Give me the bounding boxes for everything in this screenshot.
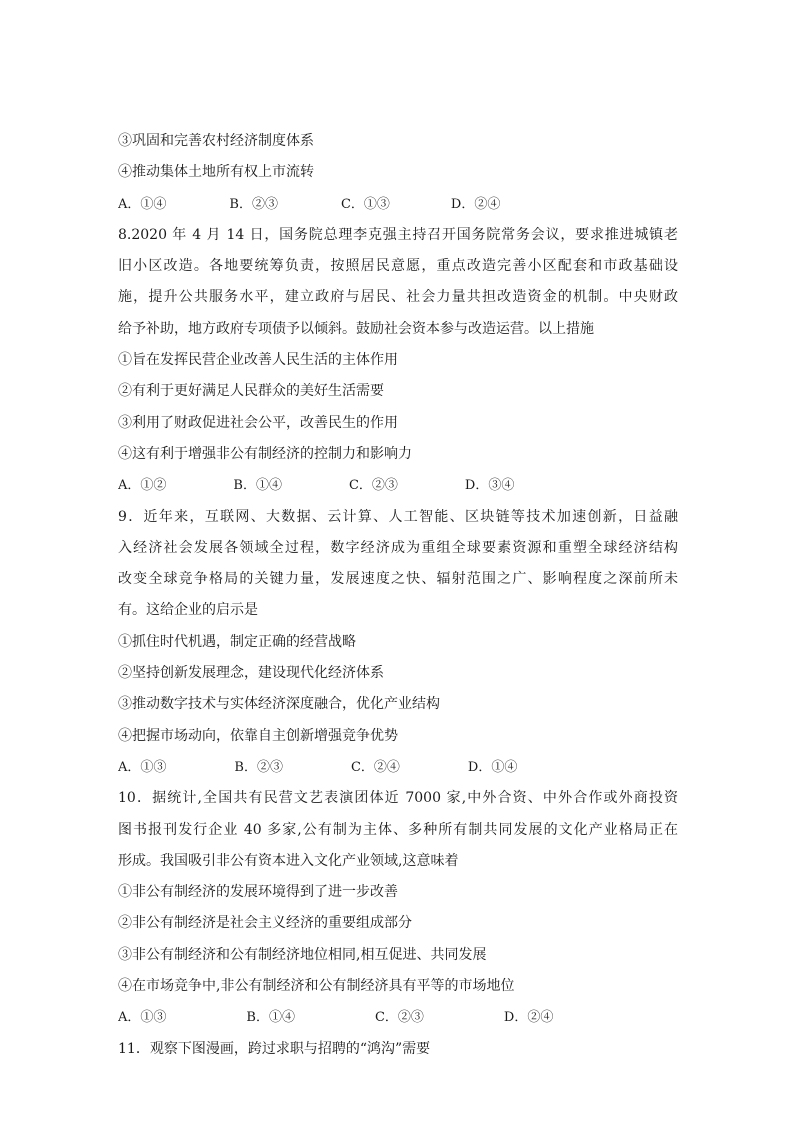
statement-option: ④把握市场动向，依靠自主创新增强竞争优势 [118,727,398,744]
text-line: 图书报刊发行企业 40 多家,公有制为主体、多种所有制共同发展的文化产业格局正在 [118,821,678,838]
statement-option: ①旨在发挥民营企业改善人民生活的主体作用 [118,352,398,369]
question-stem: 11．观察下图漫画，跨过求职与招聘的“鸿沟”需要 [118,1040,431,1057]
statement-option: ②非公有制经济是社会主义经济的重要组成部分 [118,915,412,932]
answer-option: D．③④ [464,478,515,494]
statement-option: ①抓住时代机遇，制定正确的经营战略 [118,633,356,650]
answer-choices [118,1002,678,1033]
statement-option: ④在市场竞争中,非公有制经济和公有制经济具有平等的市场地位 [118,978,515,995]
answer-option: D．①④ [467,759,518,775]
statement-option: ③利用了财政促进社会公平，改善民生的作用 [118,414,398,431]
answer-option: B．②③ [229,196,278,212]
statement-option: ④推动集体土地所有权上市流转 [118,164,314,181]
answer-option: A．①③ [118,759,167,775]
answer-option: A．①② [118,478,167,494]
text-line: 形成。我国吸引非公有资本进入文化产业领域,这意味着 [118,852,459,869]
exam-page [118,126,678,1065]
answer-choices [118,470,678,501]
text-line: 给予补助，地方政府专项债予以倾斜。鼓励社会资本参与改造运营。以上措施 [118,320,594,337]
answer-option: B．②③ [234,759,283,775]
statement-option: ③巩固和完善农村经济制度体系 [118,133,314,149]
text-line: 旧小区改造。各地要统筹负责，按照居民意愿，重点改造完善小区配套和市政基础设 [118,258,678,275]
statement-option: ②有利于更好满足人民群众的美好生活需要 [118,383,384,400]
text-line: 改变全球竞争格局的关键力量，发展速度之快、辐射范围之广、影响程度之深前所未 [118,571,678,588]
answer-option: D．②④ [503,1010,554,1026]
question-stem: 10．据统计,全国共有民营文艺表演团体近 7000 家,中外合资、中外合作或外商投资 [118,790,678,807]
statement-option: ①非公有制经济的发展环境得到了进一步改善 [118,884,398,901]
answer-option: C．②③ [374,1010,424,1026]
text-line: 施，提升公共服务水平，建立政府与居民、社会力量共担改造资金的机制。中央财政 [118,289,678,306]
statement-option: ③推动数字技术与实体经济深度融合，优化产业结构 [118,696,440,713]
answer-option: C．①③ [340,196,390,212]
question-stem: 8.2020 年 4 月 14 日，国务院总理李克强主持召开国务院常务会议，要求推进城镇老 [118,226,678,243]
text-line: 入经济社会发展各领域全过程，数字经济成为重组全球要素资源和重塑全球经济结构 [118,539,678,556]
answer-option: B．①④ [246,1010,295,1026]
statement-option: ③非公有制经济和公有制经济地位相同,相互促进、共同发展 [118,946,487,963]
statement-option: ④这有利于增强非公有制经济的控制力和影响力 [118,445,412,462]
answer-option: B．①④ [233,478,282,494]
answer-choices [118,752,678,783]
answer-option: C．②③ [348,478,398,494]
answer-option: A．①③ [118,1010,167,1026]
answer-option: A．①④ [118,196,167,212]
text-line: 有。这给企业的启示是 [118,602,258,619]
answer-option: C．②④ [350,759,400,775]
answer-choices [118,189,678,220]
statement-option: ②坚持创新发展理念，建设现代化经济体系 [118,665,384,682]
answer-option: D．②④ [450,196,501,212]
question-stem: 9．近年来，互联网、大数据、云计算、人工智能、区块链等技术加速创新，日益融 [118,508,678,525]
